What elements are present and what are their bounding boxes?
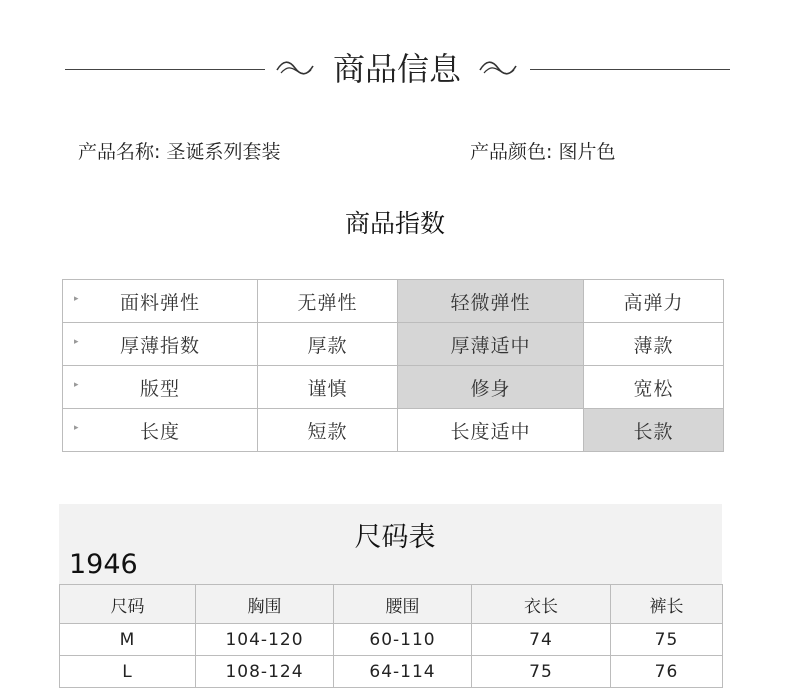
index-title: 商品指数 (344, 209, 445, 238)
header-line-left (65, 69, 265, 70)
page-title: 商品信息 (332, 50, 461, 88)
index-option-selected: 修身 (398, 366, 584, 409)
size-row (60, 624, 723, 656)
size-cell: 75 (611, 624, 723, 656)
index-option: 宽松 (584, 366, 724, 409)
size-chart-title: 尺码表 (354, 522, 436, 553)
size-column-header: 腰围 (334, 585, 472, 624)
product-name-value: 圣诞系列套装 (166, 141, 281, 163)
bullet-icon: ▸ (74, 337, 80, 347)
index-row-label: ▸ 长度 (63, 409, 258, 452)
product-index-table (62, 279, 724, 452)
index-row-label: ▸ 版型 (63, 366, 258, 409)
index-option: 长度适中 (398, 409, 584, 452)
product-color (470, 139, 615, 165)
size-chart-table (59, 584, 723, 688)
size-cell: 75 (472, 656, 611, 688)
swirl-ornament-icon (478, 58, 518, 78)
size-cell: 60-110 (334, 624, 472, 656)
product-color-value: 图片色 (558, 141, 616, 163)
product-color-label: 产品颜色: (470, 141, 553, 163)
size-cell: 76 (611, 656, 723, 688)
header-line-right (530, 69, 730, 70)
index-option: 短款 (258, 409, 398, 452)
bullet-icon: ▸ (74, 380, 80, 390)
size-column-header: 尺码 (60, 585, 196, 624)
product-name-label: 产品名称: (78, 141, 161, 163)
product-name (78, 139, 280, 165)
size-column-header: 裤长 (611, 585, 723, 624)
index-row (63, 409, 724, 452)
index-option-selected: 轻微弹性 (398, 280, 584, 323)
index-option: 谨慎 (258, 366, 398, 409)
size-column-header: 衣长 (472, 585, 611, 624)
index-option: 高弹力 (584, 280, 724, 323)
index-option-selected: 厚薄适中 (398, 323, 584, 366)
index-option-selected: 长款 (584, 409, 724, 452)
index-option: 薄款 (584, 323, 724, 366)
swirl-ornament-icon (275, 58, 315, 78)
size-cell: 108-124 (196, 656, 334, 688)
index-option: 无弹性 (258, 280, 398, 323)
index-row (63, 280, 724, 323)
size-row (60, 656, 723, 688)
size-cell: L (60, 656, 196, 688)
section-header (0, 48, 790, 92)
index-row (63, 323, 724, 366)
size-cell: 104-120 (196, 624, 334, 656)
index-row-label: ▸ 面料弹性 (63, 280, 258, 323)
size-cell: 74 (472, 624, 611, 656)
size-cell: M (60, 624, 196, 656)
index-option: 厚款 (258, 323, 398, 366)
bullet-icon: ▸ (74, 423, 80, 433)
bullet-icon: ▸ (74, 294, 80, 304)
size-chart-year: 1946 (69, 549, 138, 580)
size-cell: 64-114 (334, 656, 472, 688)
index-row-label: ▸ 厚薄指数 (63, 323, 258, 366)
index-row (63, 366, 724, 409)
size-column-header: 胸围 (196, 585, 334, 624)
